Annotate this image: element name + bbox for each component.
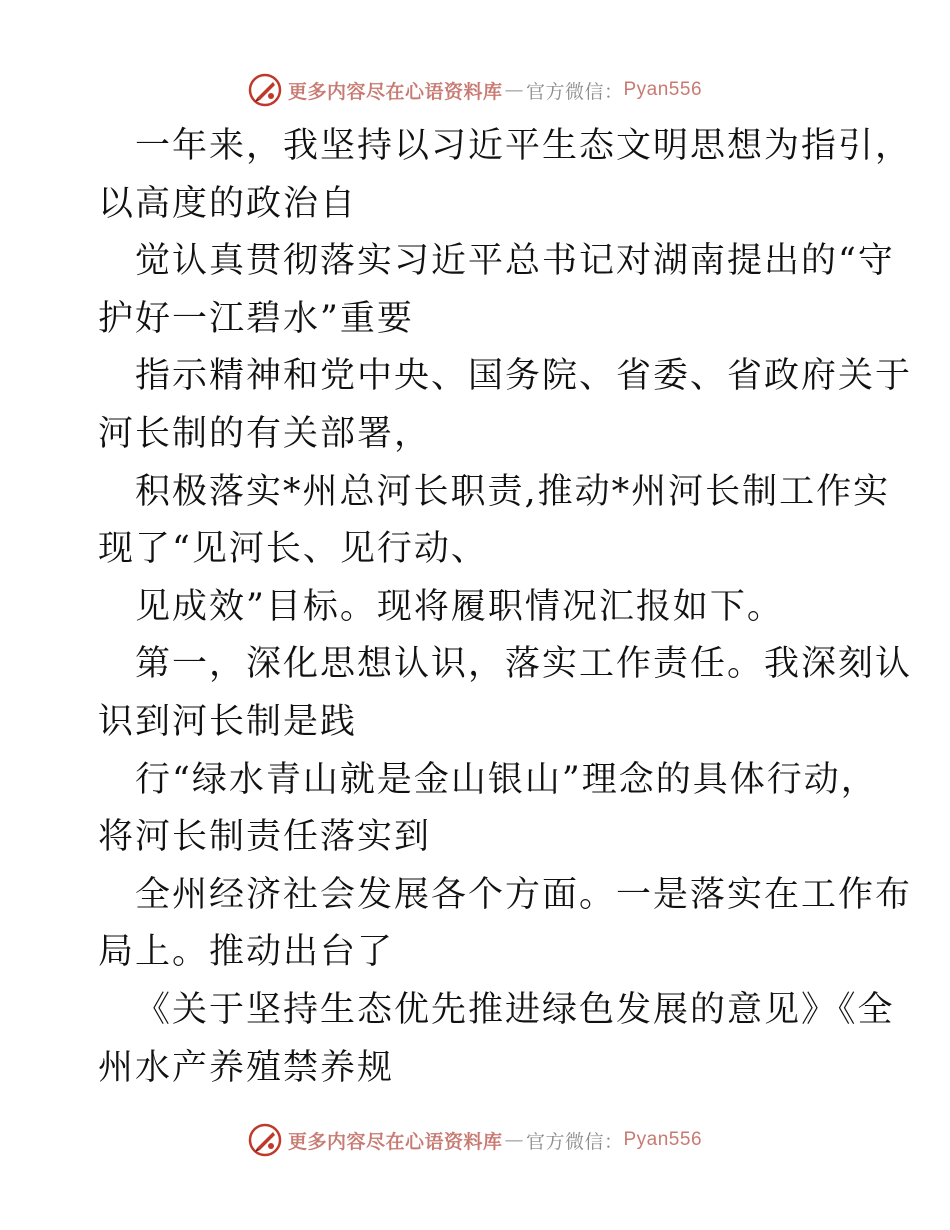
text-line: 州水产养殖禁养规 [98, 1047, 395, 1088]
watermark-text [288, 1127, 702, 1154]
text-line: 行“绿水青山就是金山银山”理念的具体行动， [135, 759, 878, 800]
watermark-text [288, 77, 702, 104]
text-line: 全州经济社会发展各个方面。一是落实在工作布 [135, 874, 913, 915]
text-line: 第一，深化思想认识，落实工作责任。我深刻认 [135, 644, 913, 685]
text-line: 现了“见河长、见行动、 [98, 529, 488, 570]
watermark-brand: 更多内容尽在心语资料库 [287, 80, 503, 103]
document-body [98, 118, 913, 1097]
text-line: 一年来，我坚持以习近平生态文明思想为指引， [135, 126, 913, 166]
watermark-official-label: 官方微信： [525, 80, 624, 103]
watermark-wechat-id: Pyan556 [623, 1129, 703, 1150]
text-line: 以高度的政治自 [98, 183, 358, 224]
watermark-dash: — [504, 79, 524, 101]
text-line: 识到河长制是践 [98, 701, 358, 742]
watermark-official-label: 官方微信： [525, 1130, 624, 1153]
watermark-brand: 更多内容尽在心语资料库 [287, 1130, 503, 1153]
header-watermark [0, 70, 950, 110]
text-line: 见成效”目标。现将履职情况汇报如下。 [135, 586, 784, 627]
text-line: 觉认真贯彻落实习近平总书记对湖南提出的“守 [135, 241, 895, 282]
text-line: 积极落实*州总河长职责,推动*州河长制工作实 [135, 471, 891, 512]
watermark-dash: — [504, 1129, 524, 1151]
text-line: 河长制的有关部署， [98, 413, 432, 454]
text-line: 将河长制责任落实到 [98, 817, 432, 858]
text-line: 指示精神和党中央、国务院、省委、省政府关于 [135, 356, 913, 397]
footer-watermark [0, 1120, 950, 1160]
quill-pen-logo-icon [248, 73, 282, 107]
text-line: 护好一江碧水”重要 [98, 298, 414, 339]
text-line: 局上。推动出台了 [98, 932, 395, 973]
text-line: 《关于坚持生态优先推进绿色发展的意见》《全 [135, 989, 895, 1030]
quill-pen-logo-icon [248, 1123, 282, 1157]
watermark-wechat-id: Pyan556 [623, 79, 703, 100]
